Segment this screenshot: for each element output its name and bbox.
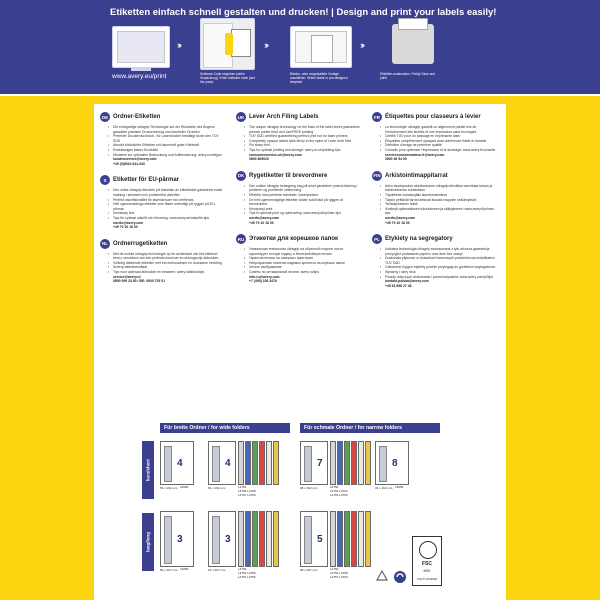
section-s xyxy=(100,175,224,229)
website-url[interactable]: www.avery.eu/print xyxy=(112,73,167,80)
narrow-folders-header: Für schmale Ordner / for narrow folders xyxy=(300,423,440,433)
colored-folder xyxy=(259,511,265,567)
folder-spine xyxy=(304,446,312,482)
section-header xyxy=(100,112,224,122)
feature-line: • Tips til optimalt print og opbevaring: www.avery.dk/printer-tips xyxy=(236,211,360,216)
contact-line[interactable]: +45 70 10 18 00 xyxy=(385,220,410,225)
folder-dimensions: 34 x 192 mm xyxy=(375,486,393,490)
feature-line: • Met de unieke ultragrip technologie op de achterkant van het etiketvel bent u verzekerd van een perfecte doorvoer en storingsvrije afdrukken xyxy=(100,252,224,261)
language-badge: DE xyxy=(100,112,110,122)
section-fr xyxy=(372,112,496,162)
section-title: Etykiety na segregatory xyxy=(385,236,453,243)
product-code: L6059 xyxy=(395,485,404,489)
folder-spine xyxy=(304,516,312,564)
folder-dimensions: 59 x 192 mm xyxy=(160,486,178,490)
section-title: Ordner-Etiketten xyxy=(113,114,161,120)
language-badge: FIN xyxy=(372,171,382,181)
colored-folder xyxy=(351,511,357,567)
colored-folder xyxy=(365,511,371,567)
section-title: Arkistointimappitarrat xyxy=(385,172,448,179)
step-print-label: Etiketten ausdrucken. Fertig! Save and print! xyxy=(380,72,435,80)
folder-illustration xyxy=(208,441,236,485)
arrow-icon: ››› xyxy=(360,40,363,50)
folder-illustration xyxy=(160,441,194,485)
feature-line: • Уникальная технология ultragrip на обратной стороне листа гарантирует точную подачу и бесперебойную печать xyxy=(236,247,360,256)
contact-line[interactable]: nordic@avery.com xyxy=(249,215,280,220)
section-title: Étiquettes pour classeurs à levier xyxy=(385,114,481,120)
product-code: L4760 xyxy=(330,485,339,489)
section-nl xyxy=(100,239,224,284)
section-pl xyxy=(372,234,496,288)
labels-per-sheet: 4 xyxy=(225,458,231,469)
product-code: L4750 xyxy=(330,567,339,571)
contact-line[interactable]: +45 70 10 18 00 xyxy=(113,225,138,230)
colored-folder xyxy=(330,511,336,567)
contact-line[interactable]: 0800 099 23 50 / BE: 0800 725 01 xyxy=(113,279,166,284)
colored-folder xyxy=(245,441,251,485)
folder-spine xyxy=(379,446,387,482)
section-de xyxy=(100,112,224,166)
feature-line: • Perfekter Druckerdurchlauf - für Laserdrucker bestätigt durch den TÜV SÜD xyxy=(100,134,224,143)
arrow-icon: ››› xyxy=(264,40,267,50)
product-code: L4763 L4765 xyxy=(330,492,348,497)
product-code: L4761 xyxy=(238,485,247,489)
feature-line: • The unique ultragrip technology on the back of the label sheet guarantees precise printer feed and JamFREE printing xyxy=(236,125,360,134)
colored-folder xyxy=(337,441,343,485)
product-code: L4766 L4768 xyxy=(238,488,256,493)
fsc-label: FSC xyxy=(422,561,432,567)
fsc-text: MIX xyxy=(423,568,431,573)
feature-line: • Vinkkejä optimaaliseen tulostukseen ja säilytykseen: www.avery.fi/printer-tips xyxy=(372,207,496,216)
arrow-icon: ››› xyxy=(177,40,180,50)
colored-folder xyxy=(358,511,364,567)
language-badge: DK xyxy=(236,171,246,181)
folder-illustration xyxy=(160,511,194,567)
feature-line: • Непрозрачные этикетки надежно крепятся на корешок папки xyxy=(236,261,360,266)
column-right xyxy=(372,112,496,297)
step-software-code xyxy=(200,18,255,70)
feature-line: • Hinweise zur optimalen Bedruckung und Aufbewahrung: avery.com/tipps xyxy=(100,153,224,158)
feature-line: • Täydellinen tulostusjälki lasertulostimissa xyxy=(372,193,496,198)
feature-line: • Completely opaque labels stick firmly to the spine of Lever Arch files xyxy=(236,139,360,144)
step-software-code-label: Software-Code eingeben (siehe Verpackung). Enter software code (see the pack). xyxy=(200,72,256,84)
colored-folder xyxy=(245,511,251,567)
colored-folder xyxy=(358,441,364,485)
section-title: Lever Arch Filing Labels xyxy=(249,114,319,120)
product-code: L4752 L4755 xyxy=(238,570,256,575)
feature-line: • Гарантия печати на лазерных принтерах xyxy=(236,256,360,261)
product-code: L4753 xyxy=(238,567,247,571)
feature-line: • Den unikke ultragrip belægning bag på arket garanterer præcis fødning i printeren og problemfri udskrivning xyxy=(236,184,360,193)
side-label-short: kurz/short xyxy=(142,441,154,499)
product-code: L4754 L4758 xyxy=(330,570,348,575)
contact-line[interactable]: nordic@avery.com xyxy=(385,215,416,220)
language-badge: RU xyxy=(236,234,246,244)
language-badge: NL xyxy=(100,239,110,249)
paper-icon xyxy=(398,18,428,30)
section-header xyxy=(236,171,360,181)
feature-line: • Doskonała płynność w drukarkach laserowych potwierdzona certyfikatem TÜV SÜD xyxy=(372,256,496,265)
product-code: L4757 L4759 xyxy=(330,574,348,579)
colored-folder xyxy=(351,441,357,485)
column-left xyxy=(100,112,224,293)
feature-line: • Absolut blickdichte Etiketten mit dauerhaft guter Klebkraft xyxy=(100,143,224,148)
colored-folder xyxy=(344,441,350,485)
section-title: Ordnerrugetiketten xyxy=(113,240,168,247)
folder-dimensions: 38 x 192 mm xyxy=(300,486,318,490)
feature-line: • TÜV SÜD certified guaranteeing perfect print run for laser printers xyxy=(236,134,360,139)
colored-folder xyxy=(252,441,258,485)
side-label-long: lang/long xyxy=(142,513,154,571)
folder-spine xyxy=(212,446,220,482)
feature-line: • Unikalna technologia ultragrip zastosowana z tyłu arkusza gwarantuje precyzyjne podawanie papieru oraz druk bez zacięć xyxy=(372,247,496,256)
feature-line: • Étiquettes complètement opaques avec adhérence fiable et durable xyxy=(372,139,496,144)
section-header xyxy=(100,239,224,249)
folder-illustration xyxy=(300,441,328,485)
section-title: Etiketter för EU-pärmar xyxy=(113,177,180,184)
contact-line[interactable]: 0800 805020 xyxy=(249,157,269,162)
colored-folder xyxy=(365,441,371,485)
contact-line[interactable]: consumerservice-uk@avery.com xyxy=(249,152,302,157)
feature-line: • Wyraźny i ostry druk xyxy=(372,270,496,275)
section-header xyxy=(236,234,360,244)
feature-line: • Définition d'image de première qualité xyxy=(372,143,496,148)
feature-line: • Całkowicie kryjące etykiety pewnie przylegają do grzbietów segregatorów xyxy=(372,265,496,270)
section-header xyxy=(236,112,360,122)
colored-folder xyxy=(273,441,279,485)
section-header xyxy=(372,234,496,244)
colored-folder xyxy=(266,511,272,567)
step-website xyxy=(112,26,170,68)
contact-line[interactable]: 0800 36 54 09 xyxy=(385,157,407,162)
wide-folders-header: Für breite Ordner / for wide folders xyxy=(160,423,290,433)
colored-folder xyxy=(273,511,279,567)
contact-line[interactable]: +7 (495) 226 3476 xyxy=(249,279,277,284)
feature-line: • Tips for optimal printing and storage: avery.co.uk/printing-tips xyxy=(236,148,360,153)
language-badge: FR xyxy=(372,112,382,122)
section-uk xyxy=(236,112,360,162)
feature-line: • Советы по оптимальной печати: avery.ru/tips xyxy=(236,270,360,275)
feature-line: • Helt ogenomskinliga etiketter som fäster ordentligt på ryggen på EU-pärmar xyxy=(100,202,224,211)
colored-folder xyxy=(238,441,244,485)
feature-line: • Четкое изображение xyxy=(236,265,360,270)
product-code: L4762 L4764 xyxy=(330,488,348,493)
product-code: L6059 xyxy=(180,567,189,571)
folder-dimensions: 59 x 297 mm xyxy=(160,568,178,572)
feature-line: • Arkin taustapuolen ainutlaatuinen ultragrip-tekniikka varmistaa tarkan ja tukoksettoman tulostuksen xyxy=(372,184,496,193)
feature-line: • Scherp afdrukresultaat xyxy=(100,265,224,270)
column-middle xyxy=(236,112,360,293)
section-ru xyxy=(236,234,360,284)
feature-line: • Den unika ultragrip-tekniken på baksidan av etikettarket garanterar exakt matning i skrivaren och problemfria utskrifter xyxy=(100,188,224,197)
step-template-label: Blanko- oder vorgestaltete Vorlage auswählen. Select blank or pre-designed template. xyxy=(290,72,348,84)
feature-line: • Täysin peittävät tarrat tarttuvat tiukasti mappien selkämyksiin xyxy=(372,198,496,203)
folder-illustration xyxy=(300,511,328,567)
folder-illustration xyxy=(375,441,409,485)
folder-dimensions: 61 x 297 mm xyxy=(208,568,226,572)
labels-per-sheet: 8 xyxy=(392,458,398,469)
printer-icon xyxy=(392,24,434,64)
product-code: L4767 L4769 xyxy=(238,492,256,497)
section-fin xyxy=(372,171,496,225)
colored-folder xyxy=(344,511,350,567)
contact-line[interactable]: +49 (0)8024 641-343 xyxy=(113,161,145,166)
labels-per-sheet: 3 xyxy=(225,534,231,545)
section-header xyxy=(372,112,496,122)
contact-line[interactable]: +48 61 898 27 46 xyxy=(385,283,412,288)
feature-line: • Teräväpiirtoinen teksti xyxy=(372,202,496,207)
recycle-icon xyxy=(375,570,389,584)
tree-icon xyxy=(419,541,437,559)
header-band xyxy=(0,0,600,94)
labels-per-sheet: 3 xyxy=(177,534,183,545)
colored-folder xyxy=(252,511,258,567)
green-dot-icon xyxy=(393,570,407,584)
colored-folder xyxy=(337,511,343,567)
fsc-logo xyxy=(412,536,442,586)
feature-line: • Certifié TÜV pour un passage en imprimante laser xyxy=(372,134,496,139)
contact-line[interactable]: serviceconsommateur-fr@avery.com xyxy=(385,152,445,157)
colored-folder xyxy=(266,441,272,485)
labels-per-sheet: 5 xyxy=(317,534,323,545)
colored-folder xyxy=(238,511,244,567)
feature-line: • Tips voor optimaal afdrukken en bewaren: avery.nl/afdruktips xyxy=(100,270,224,275)
contact-line[interactable]: info-ru@avery.com xyxy=(249,274,280,279)
contact-line[interactable]: kundenservice@avery.com xyxy=(113,157,157,162)
contact-line[interactable]: service@avery.nl xyxy=(113,274,141,279)
feature-line: • Pin sharp text xyxy=(236,143,360,148)
fsc-code: FSC® C013518 xyxy=(417,577,437,581)
feature-line: • Erstklassiges klares Druckbild xyxy=(100,148,224,153)
section-dk xyxy=(236,171,360,225)
feature-line: • Die einzigartige ultragrip Technologie auf der Rückseite des Bogens garantiert präzisen Druckereinzug und staufreies Drucken xyxy=(100,125,224,134)
feature-line: • Tips för optimal utskrift och förvaring: www.avery.se/utskrifts-tips xyxy=(100,216,224,221)
product-code: L6060 xyxy=(180,485,189,489)
section-header xyxy=(100,175,224,185)
feature-line: • Knivskarp text xyxy=(100,211,224,216)
feature-line: • Knivskarpt print xyxy=(236,207,360,212)
language-badge: S xyxy=(100,175,110,185)
step-template xyxy=(290,26,352,68)
labels-per-sheet: 7 xyxy=(317,458,323,469)
labels-per-sheet: 4 xyxy=(177,458,183,469)
feature-line: • Conseils pour optimiser l'impression et le stockage: www.avery.fr/conseils xyxy=(372,148,496,153)
colored-folder xyxy=(330,441,336,485)
contact-line[interactable]: +45 70 10 18 00 xyxy=(249,220,274,225)
contact-line[interactable]: nordic@avery.com xyxy=(113,220,144,225)
folder-spine xyxy=(212,516,220,564)
language-badge: PL xyxy=(372,234,382,244)
section-title: Rygetiketter til brevordnere xyxy=(249,172,328,179)
contact-line[interactable]: kontakt-polska@avery.com xyxy=(385,279,429,284)
feature-line: • Volledig dekkende etiketten met een betrouwbare en duurzame hechting xyxy=(100,261,224,266)
folder-spine xyxy=(164,516,172,564)
folder-spine xyxy=(164,446,172,482)
feature-line: • De helt ugennemsigtige etiketter sidder solidt fast på ryggen af brevordnere xyxy=(236,198,360,207)
feature-line: • Perfekt utskriftskvalitet för laserskrivare har verifierats xyxy=(100,198,224,203)
section-title: Этикетки для корешков папок xyxy=(249,236,339,243)
section-header xyxy=(372,171,496,181)
page-title: Etiketten einfach schnell gestalten und drucken! | Design and print your labels easily! xyxy=(110,7,497,18)
language-badge: UK xyxy=(236,112,246,122)
colored-folder xyxy=(259,441,265,485)
product-code: L4751 L4756 xyxy=(238,574,256,579)
feature-line: • Porady dotyczące drukowania i przechowywania: www.avery.com/pl/tips xyxy=(372,275,496,280)
feature-line: • La technologie ultragrip garantit un alignement parfait lors de l'entraînement des feuilles et une impression sans bourrages xyxy=(372,125,496,134)
feature-line: • Effektivt med perfekte resultater i laserprintere xyxy=(236,193,360,198)
folder-section xyxy=(145,423,440,583)
folder-dimensions: 38 x 297 mm xyxy=(300,568,318,572)
folder-dimensions: 61 x 192 mm xyxy=(208,486,226,490)
folder-illustration xyxy=(208,511,236,567)
